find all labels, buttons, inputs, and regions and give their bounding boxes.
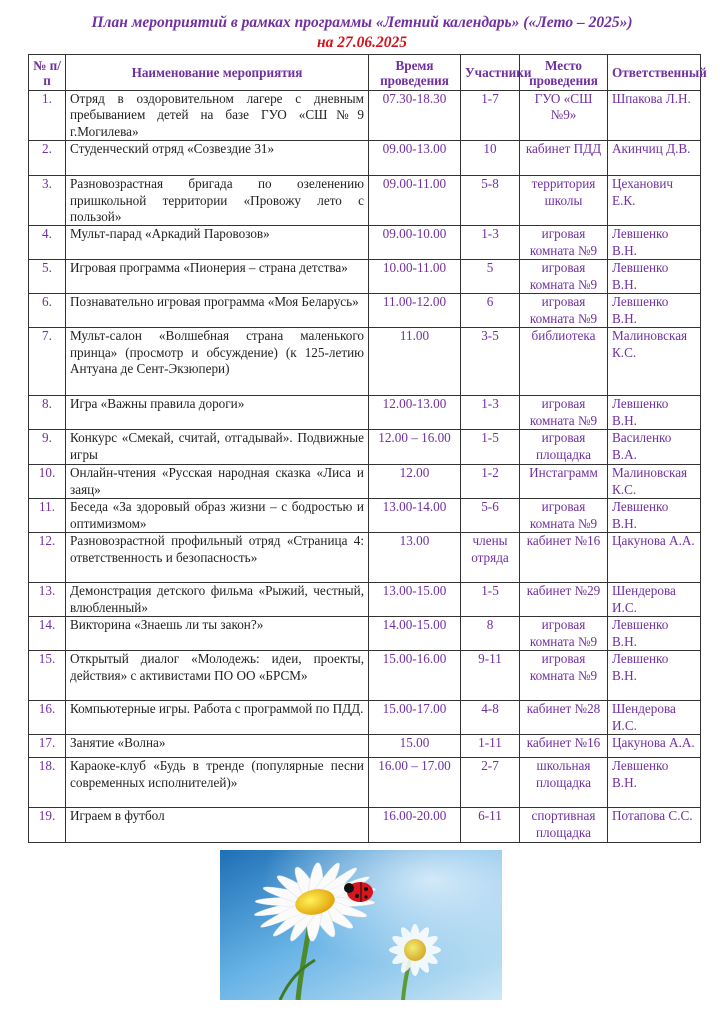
event-responsible: Акинчиц Д.В.: [608, 141, 701, 176]
event-participants: 6-11: [461, 808, 520, 843]
event-place: игровая комната №9: [520, 617, 608, 651]
row-number: 5.: [29, 260, 66, 294]
table-row: [29, 294, 701, 328]
event-responsible: Левшенко В.Н.: [608, 499, 701, 533]
event-time: 09.00-11.00: [369, 176, 461, 226]
event-place: территория школы: [520, 176, 608, 226]
row-number: 8.: [29, 396, 66, 430]
event-time: 12.00: [369, 465, 461, 499]
event-time: 12.00-13.00: [369, 396, 461, 430]
event-time: 11.00: [369, 328, 461, 396]
row-number: 11.: [29, 499, 66, 533]
header-num: № п/п: [29, 55, 66, 91]
event-place: игровая комната №9: [520, 226, 608, 260]
event-participants: 1-7: [461, 91, 520, 141]
event-time: 09.00-10.00: [369, 226, 461, 260]
header-place: Место проведения: [520, 55, 608, 91]
event-place: игровая комната №9: [520, 499, 608, 533]
event-participants: 1-5: [461, 583, 520, 617]
table-row: [29, 430, 701, 465]
event-responsible: Цакунова А.А.: [608, 735, 701, 758]
event-time: 13.00-15.00: [369, 583, 461, 617]
table-row: [29, 583, 701, 617]
event-participants: 5-8: [461, 176, 520, 226]
event-name: Конкурс «Смекай, считай, отгадывай». Подвижные игры: [66, 430, 369, 465]
row-number: 19.: [29, 808, 66, 843]
event-time: 11.00-12.00: [369, 294, 461, 328]
event-responsible: Малиновская К.С.: [608, 465, 701, 499]
event-place: кабинет ПДД: [520, 141, 608, 176]
table-row: [29, 91, 701, 141]
event-participants: 2-7: [461, 758, 520, 808]
row-number: 6.: [29, 294, 66, 328]
event-name: Познавательно игровая программа «Моя Беларусь»: [66, 294, 369, 328]
event-responsible: Левшенко В.Н.: [608, 260, 701, 294]
event-responsible: Левшенко В.Н.: [608, 294, 701, 328]
row-number: 14.: [29, 617, 66, 651]
row-number: 4.: [29, 226, 66, 260]
event-participants: 1-3: [461, 226, 520, 260]
header-row: [29, 55, 701, 91]
event-participants: 8: [461, 617, 520, 651]
event-name: Игра «Важны правила дороги»: [66, 396, 369, 430]
event-participants: 1-11: [461, 735, 520, 758]
event-responsible: Левшенко В.Н.: [608, 651, 701, 701]
event-time: 16.00 – 17.00: [369, 758, 461, 808]
event-name: Играем в футбол: [66, 808, 369, 843]
event-time: 07.30-18.30: [369, 91, 461, 141]
event-time: 15.00-17.00: [369, 701, 461, 735]
event-time: 10.00-11.00: [369, 260, 461, 294]
row-number: 10.: [29, 465, 66, 499]
event-participants: 1-5: [461, 430, 520, 465]
event-time: 13.00: [369, 533, 461, 583]
row-number: 7.: [29, 328, 66, 396]
event-place: игровая комната №9: [520, 396, 608, 430]
event-responsible: Шпакова Л.Н.: [608, 91, 701, 141]
row-number: 1.: [29, 91, 66, 141]
event-participants: 5-6: [461, 499, 520, 533]
event-place: ГУО «СШ №9»: [520, 91, 608, 141]
event-responsible: Цеханович Е.К.: [608, 176, 701, 226]
event-responsible: Шендерова И.С.: [608, 583, 701, 617]
event-time: 12.00 – 16.00: [369, 430, 461, 465]
event-name: Мульт-салон «Волшебная страна маленького принца» (просмотр и обсуждение) (к 125-летию Антуана де Сент-Экзюпери): [66, 328, 369, 396]
table-row: [29, 701, 701, 735]
event-participants: 9-11: [461, 651, 520, 701]
event-responsible: Шендерова И.С.: [608, 701, 701, 735]
event-name: Онлайн-чтения «Русская народная сказка «Лиса и заяц»: [66, 465, 369, 499]
event-place: игровая комната №9: [520, 651, 608, 701]
event-time: 14.00-15.00: [369, 617, 461, 651]
event-name: Занятие «Волна»: [66, 735, 369, 758]
event-name: Открытый диалог «Молодежь: идеи, проекты, действия» с активистами ПО ОО «БРСМ»: [66, 651, 369, 701]
event-name: Компьютерные игры. Работа с программой по ПДД.: [66, 701, 369, 735]
event-place: игровая площадка: [520, 430, 608, 465]
daisy-ladybug-photo: [220, 850, 502, 1000]
plan-title: План мероприятий в рамках программы «Летний календарь» («Лето – 2025»): [91, 14, 633, 31]
row-number: 13.: [29, 583, 66, 617]
event-name: Отряд в оздоровительном лагере с дневным пребыванием детей на базе ГУО «СШ№9 г.Могилева»: [66, 91, 369, 141]
event-place: кабинет №16: [520, 533, 608, 583]
event-place: библиотека: [520, 328, 608, 396]
header-participants: Участники: [461, 55, 520, 91]
table-row: [29, 141, 701, 176]
row-number: 3.: [29, 176, 66, 226]
header-time: Время проведения: [369, 55, 461, 91]
event-responsible: Левшенко В.Н.: [608, 226, 701, 260]
table-row: [29, 533, 701, 583]
event-name: Караоке-клуб «Будь в тренде (популярные песни современных исполнителей)»: [66, 758, 369, 808]
event-responsible: Малиновская К.С.: [608, 328, 701, 396]
daisy-ladybug-image: [220, 850, 502, 1000]
table-row: [29, 651, 701, 701]
event-participants: 1-2: [461, 465, 520, 499]
table-row: [29, 735, 701, 758]
row-number: 15.: [29, 651, 66, 701]
table-row: [29, 499, 701, 533]
event-name: Викторина «Знаешь ли ты закон?»: [66, 617, 369, 651]
event-responsible: Потапова С.С.: [608, 808, 701, 843]
header-responsible: Ответственный: [608, 55, 701, 91]
event-place: школьная площадка: [520, 758, 608, 808]
event-participants: 4-8: [461, 701, 520, 735]
event-responsible: Цакунова А.А.: [608, 533, 701, 583]
event-name: Демонстрация детского фильма «Рыжий, честный, влюбленный»: [66, 583, 369, 617]
event-place: кабинет №29: [520, 583, 608, 617]
event-time: 15.00: [369, 735, 461, 758]
event-name: Игровая программа «Пионерия – страна детства»: [66, 260, 369, 294]
event-participants: 5: [461, 260, 520, 294]
event-name: Мульт-парад «Аркадий Паровозов»: [66, 226, 369, 260]
event-participants: 3-5: [461, 328, 520, 396]
event-participants: 10: [461, 141, 520, 176]
table-row: [29, 465, 701, 499]
event-responsible: Василенко В.А.: [608, 430, 701, 465]
event-place: Инстаграмм: [520, 465, 608, 499]
table-row: [29, 617, 701, 651]
schedule-table: [28, 54, 707, 843]
header-name: Наименование мероприятия: [66, 55, 369, 91]
event-place: спортивная площадка: [520, 808, 608, 843]
event-name: Разновозрастная бригада по озеленению пришкольной территории «Провожу лето с пользой»: [66, 176, 369, 226]
event-time: 16.00-20.00: [369, 808, 461, 843]
event-participants: 1-3: [461, 396, 520, 430]
row-number: 2.: [29, 141, 66, 176]
event-name: Разновозрастной профильный отряд «Страница 4: ответственность и безопасность»: [66, 533, 369, 583]
table-row: [29, 396, 701, 430]
row-number: 16.: [29, 701, 66, 735]
event-participants: 6: [461, 294, 520, 328]
event-time: 09.00-13.00: [369, 141, 461, 176]
event-responsible: Левшенко В.Н.: [608, 617, 701, 651]
row-number: 17.: [29, 735, 66, 758]
event-time: 13.00-14.00: [369, 499, 461, 533]
event-place: кабинет №28: [520, 701, 608, 735]
table-row: [29, 808, 701, 843]
table-row: [29, 226, 701, 260]
row-number: 12.: [29, 533, 66, 583]
event-place: игровая комната №9: [520, 260, 608, 294]
event-responsible: Левшенко В.Н.: [608, 758, 701, 808]
event-place: кабинет №16: [520, 735, 608, 758]
event-name: Беседа «За здоровый образ жизни – с бодростью и оптимизмом»: [66, 499, 369, 533]
plan-date: на 27.06.2025: [317, 34, 407, 51]
table-row: [29, 758, 701, 808]
row-number: 18.: [29, 758, 66, 808]
table-row: [29, 176, 701, 226]
event-responsible: Левшенко В.Н.: [608, 396, 701, 430]
event-place: игровая комната №9: [520, 294, 608, 328]
event-time: 15.00-16.00: [369, 651, 461, 701]
table-row: [29, 328, 701, 396]
table-row: [29, 260, 701, 294]
event-name: Студенческий отряд «Созвездие 31»: [66, 141, 369, 176]
row-number: 9.: [29, 430, 66, 465]
event-participants: члены отряда: [461, 533, 520, 583]
